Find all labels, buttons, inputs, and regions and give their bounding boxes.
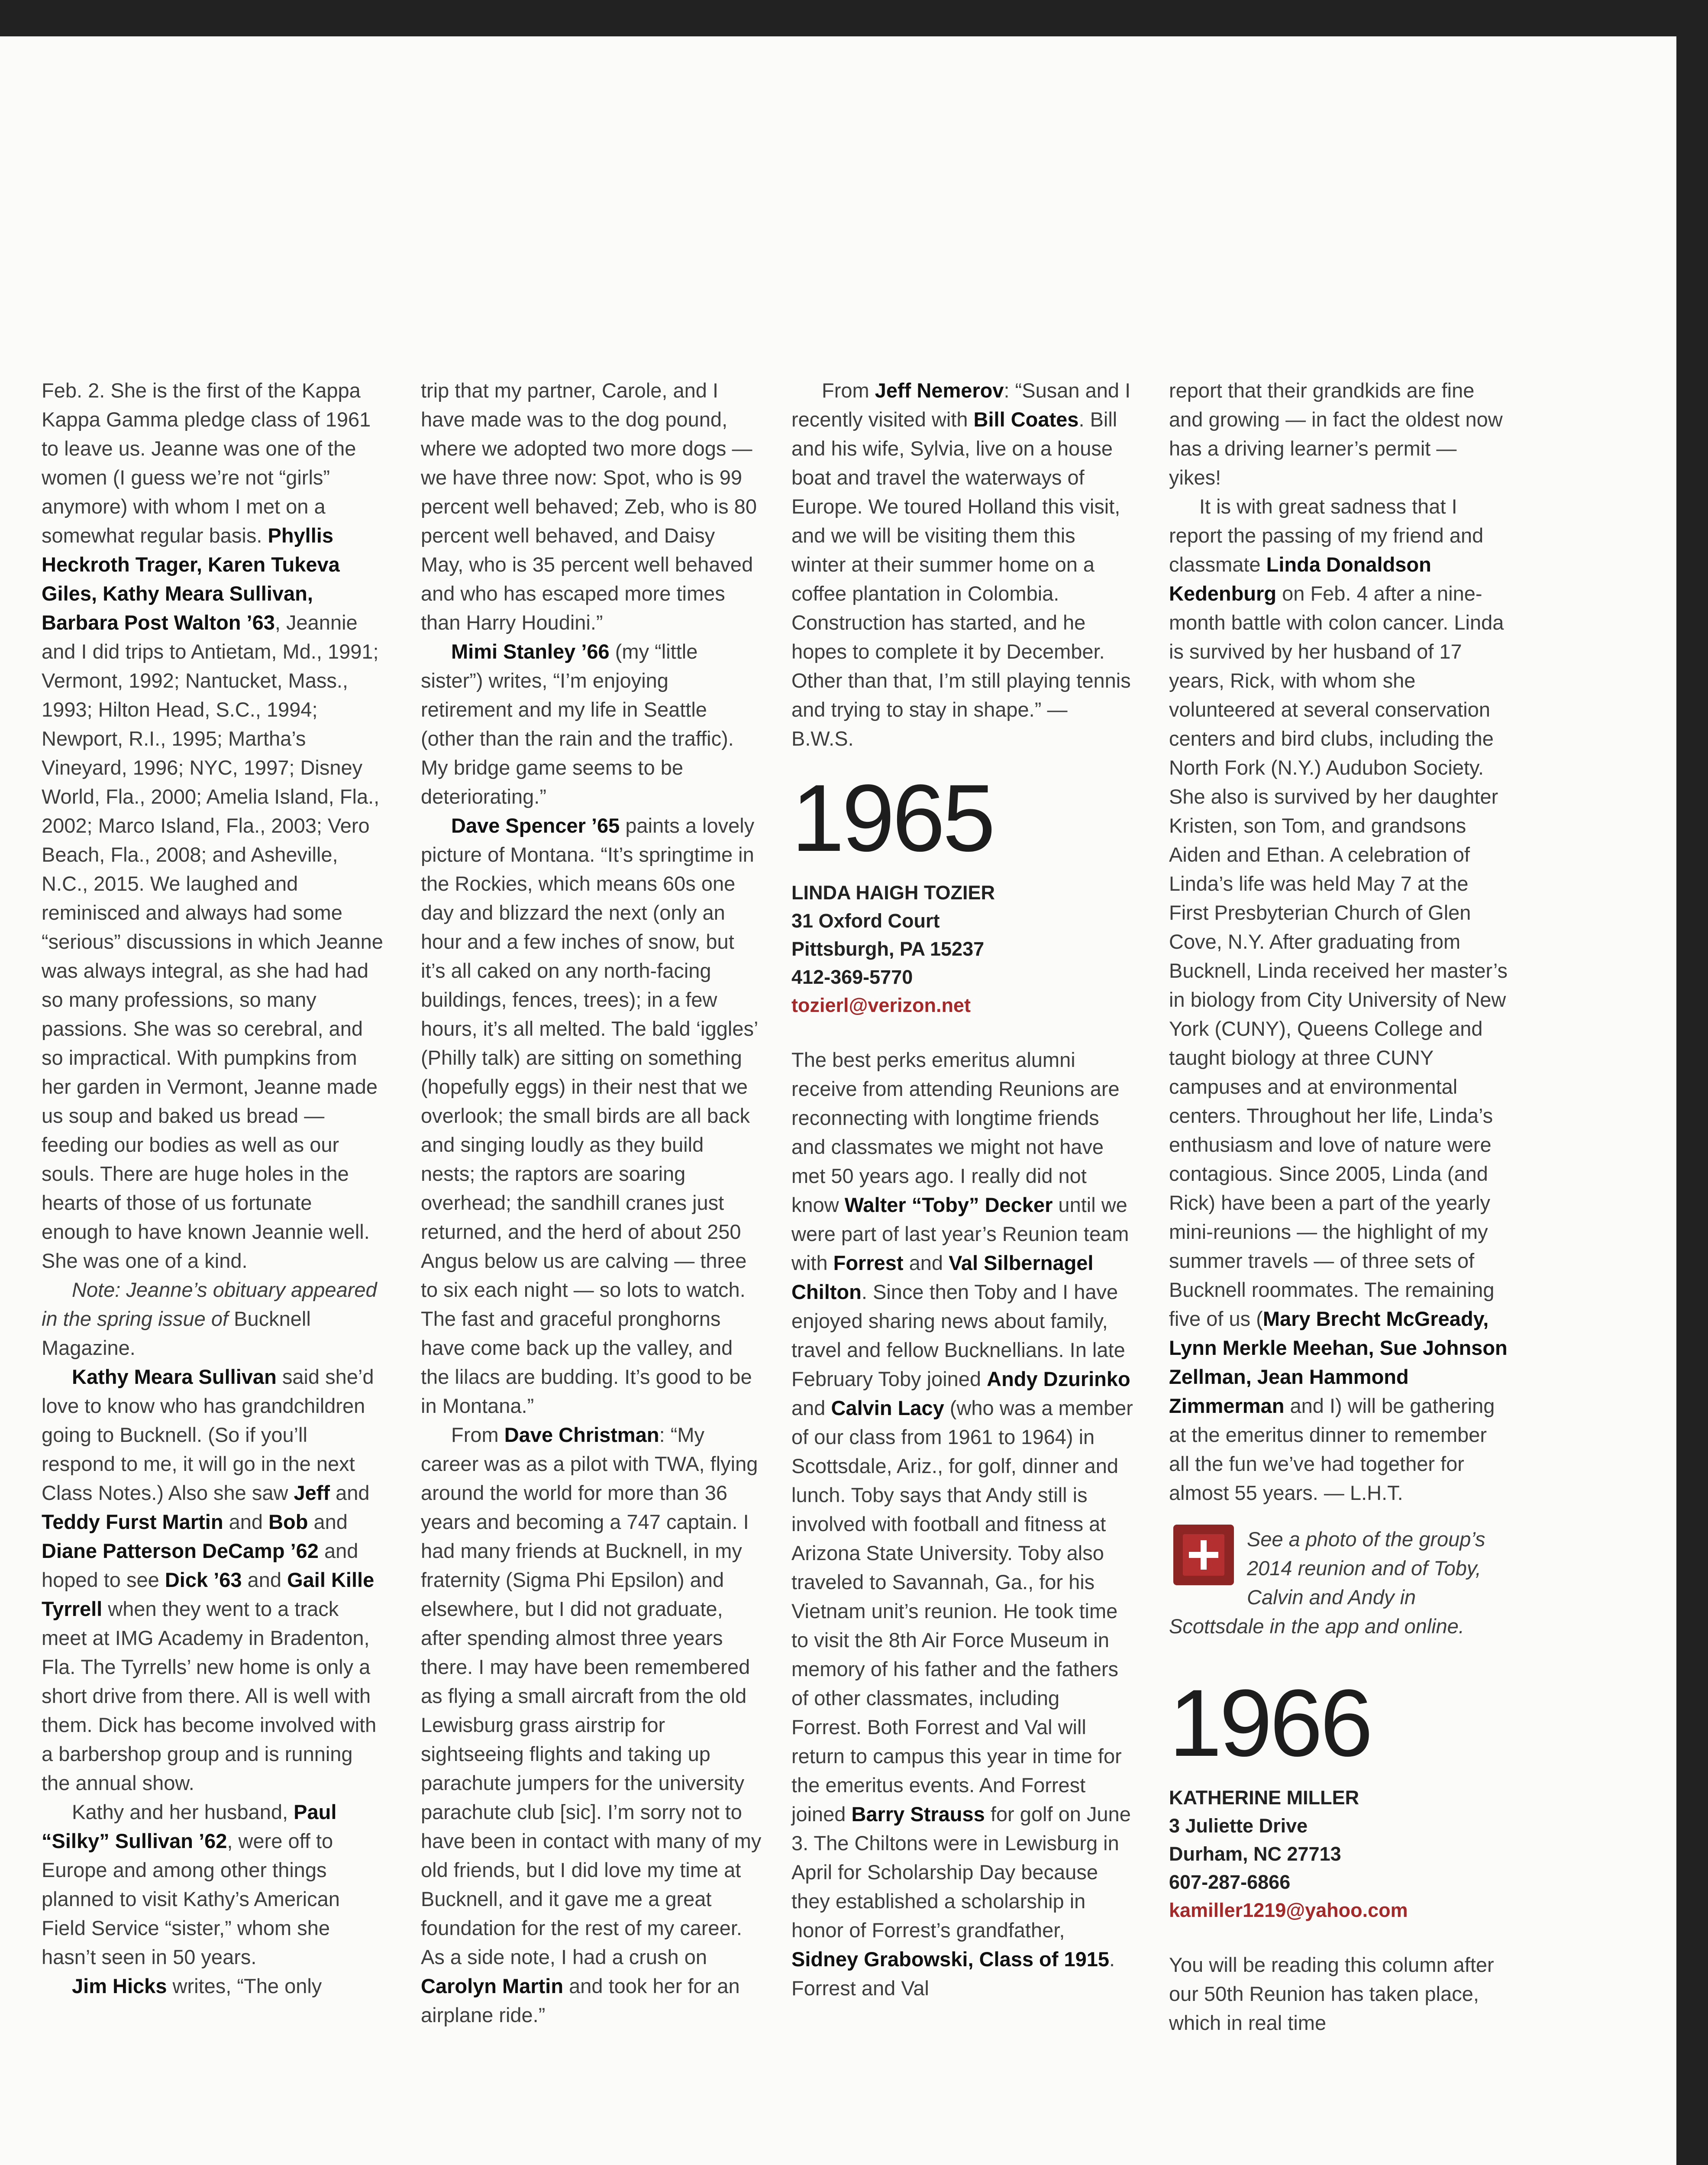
contact-phone: 412-369-5770 — [791, 966, 913, 988]
plus-icon[interactable] — [1173, 1525, 1234, 1585]
paragraph: Dave Spencer ’65 paints a lovely picture of Montana. “It’s springtime in the Rockies, which means 60s one day and blizzard the next (only an hour and a few inches of snow, but it’s all caked on any north-facing buildings, fences, trees); in a few hours, it’s all melted. The bald ‘iggles’ (Philly talk) are sitting on something (hopefully eggs) in their nest that we overlook; the small birds are all back and singing loudly as they build nests; the raptors are soaring overhead; the sandhill cranes just returned, and the herd of about 250 Angus below us are calving — three to six each night — so lots to watch. The fast and graceful pronghorns have come back up the valley, and the lilacs are budding. It’s good to be in Montana.” — [421, 814, 758, 1417]
column-1 — [42, 376, 384, 2000]
class-contact — [791, 879, 1133, 1019]
paragraph: Mimi Stanley ’66 (my “little sister”) writes, “I’m enjoying retirement and my life in Seattle (other than the rain and the traffic). My bridge game seems to be deteriorating.” — [421, 640, 734, 808]
paragraph: From Jeff Nemerov: “Susan and I recently visited with Bill Coates. Bill and his wife, Sylvia, live on a house boat and travel the waterways of Europe. We toured Holland this visit, and we will be visiting them this winter at their summer home on a coffee plantation in Colombia. Construction has started, and he hopes to complete it by December. Other than that, I’m still playing tennis and trying to stay in shape.” — B.W.S. — [791, 379, 1131, 750]
contact-email-link[interactable]: tozierl@verizon.net — [791, 994, 971, 1016]
contact-address: 31 Oxford Court — [791, 910, 940, 932]
class-year-heading: 1966 — [1169, 1670, 1371, 1776]
column-3 — [791, 376, 1133, 2003]
column-4 — [1169, 376, 1511, 2037]
paragraph: It is with great sadness that I report the passing of my friend and classmate Linda Donaldson Kedenburg on Feb. 4 after a nine-month battle with colon cancer. Linda is survived by her husband of 17 years, Rick, with whom she volunteered at several conservation centers and bird clubs, including the North Fork (N.Y.) Audubon Society. She also is survived by her daughter Kristen, son Tom, and grandsons Aiden and Ethan. A celebration of Linda’s life was held May 7 at the First Presbyterian Church of Glen Cove, N.Y. After graduating from Bucknell, Linda received her master’s in biology from City University of New York (CUNY), Queens College and taught biology at three CUNY campuses and at environmental centers. Throughout her life, Linda’s enthusiasm and love of nature were contagious. Since 2005, Linda (and Rick) have been a part of the yearly mini-reunions — the highlight of my summer travels — of three sets of Bucknell roommates. The remaining five of us (Mary Brecht McGready, Lynn Merkle Meehan, Sue Johnson Zellman, Jean Hammond Zimmerman and I) will be gathering at the emeritus dinner to remember all the fun we’ve had together for almost 55 years. — L.H.T. — [1169, 495, 1508, 1504]
paragraph: report that their grandkids are fine and growing — in fact the oldest now has a driving learner’s permit — yikes! — [1169, 379, 1503, 489]
paragraph: Feb. 2. She is the first of the Kappa Kappa Gamma pledge class of 1961 to leave us. Jeanne was one of the women (I guess we’re not “girls” anymore) with whom I met on a somewhat regular basis. Phyllis Heckroth Trager, Karen Tukeva Giles, Kathy Meara Sullivan, Barbara Post Walton ’63, Jeannie and I did trips to Antietam, Md., 1991; Vermont, 1992; Nantucket, Mass., 1993; Hilton Head, S.C., 1994; Newport, R.I., 1995; Martha’s Vineyard, 1996; NYC, 1997; Disney World, Fla., 2000; Amelia Island, Fla., 2002; Marco Island, Fla., 2003; Vero Beach, Fla., 2008; and Asheville, N.C., 2015. We laughed and reminisced and always had some “serious” discussions in which Jeanne was always integral, as she had had so many professions, so many passions. She was so cerebral, and so impractical. With pumpkins from her garden in Vermont, Jeanne made us soup and baked us bread — feeding our bodies as well as our souls. There are huge holes in the hearts of those of us fortunate enough to have known Jeannie well. She was one of a kind. — [42, 379, 383, 1272]
contact-city: Pittsburgh, PA 15237 — [791, 938, 985, 960]
class-year-heading: 1965 — [791, 765, 993, 871]
contact-name: LINDA HAIGH TOZIER — [791, 882, 995, 904]
contact-city: Durham, NC 27713 — [1169, 1843, 1341, 1865]
paragraph: The best perks emeritus alumni receive from attending Reunions are reconnecting with longtime friends and classmates we might not have met 50 years ago. I really did not know Walter “Toby” Decker until we were part of last year’s Reunion team with Forrest and Val Silbernagel Chilton. Since then Toby and I have enjoyed sharing news about family, travel and fellow Bucknellians. In late February Toby joined Andy Dzurinko and Calvin Lacy (who was a member of our class from 1961 to 1964) in Scottsdale, Ariz., for golf, dinner and lunch. Toby says that Andy still is involved with football and fitness at Arizona State University. Toby also traveled to Savannah, Ga., for his Vietnam unit’s reunion. He took time to visit the 8th Air Force Museum in memory of his father and the fathers of other classmates, including Forrest. Both Forrest and Val will return to campus this year in time for the emeritus events. And Forrest joined Barry Strauss for golf on June 3. The Chiltons were in Lewisburg in April for Scholarship Day because they established a scholarship in honor of Forrest’s grandfather, Sidney Grabowski, Class of 1915. Forrest and Val — [791, 1048, 1133, 2000]
photo-callout[interactable] — [1169, 1525, 1511, 1641]
paragraph: trip that my partner, Carole, and I have made was to the dog pound, where we adopted two more dogs — we have three now: Spot, who is 99 percent well behaved; Zeb, who is 80 percent well behaved, and Daisy May, who is 35 percent well behaved and who has escaped more times than Harry Houdini.” — [421, 379, 757, 634]
paragraph: You will be reading this column after our 50th Reunion has taken place, which in real time — [1169, 1953, 1494, 2034]
obituary-note: Note: Jeanne’s obituary appeared in the spring issue of Bucknell Magazine. — [42, 1278, 377, 1359]
contact-email-link[interactable]: kamiller1219@yahoo.com — [1169, 1899, 1408, 1921]
contact-phone: 607-287-6866 — [1169, 1871, 1291, 1893]
photo-note: See a photo of the group’s 2014 reunion and of Toby, Calvin and Andy in Scottsdale in the app and online. — [1169, 1528, 1485, 1638]
paragraph: Kathy Meara Sullivan said she’d love to know who has grandchildren going to Bucknell. (So if you’ll respond to me, it will go in the next Class Notes.) Also she saw Jeff and Teddy Furst Martin and Bob and Diane Patterson DeCamp ’62 and hoped to see Dick ’63 and Gail Kille Tyrrell when they went to a track meet at IMG Academy in Bradenton, Fla. The Tyrrells’ new home is only a short drive from there. All is well with them. Dick has become involved with a barbershop group and is running the annual show. — [42, 1365, 377, 1794]
contact-address: 3 Juliette Drive — [1169, 1815, 1308, 1837]
contact-name: KATHERINE MILLER — [1169, 1787, 1359, 1809]
paragraph: Kathy and her husband, Paul “Silky” Sullivan ’62, were off to Europe and among other things planned to visit Kathy’s American Field Service “sister,” whom she hasn’t seen in 50 years. — [42, 1800, 340, 1968]
paragraph: From Dave Christman: “My career was as a pilot with TWA, flying around the world for more than 36 years and becoming a 747 captain. I had many friends at Bucknell, in my fraternity (Sigma Phi Epsilon) and elsewhere, but I did not graduate, after spending almost three years there. I may have been remembered as flying a small aircraft from the old Lewisburg grass airstrip for sightseeing flights and taking up parachute jumpers for the university parachute club [sic]. I’m sorry not to have been in contact with many of my old friends, but I did love my time at Bucknell, and it gave me a great foundation for the rest of my career. As a side note, I had a crush on Carolyn Martin and took her for an airplane ride.” — [421, 1423, 762, 2026]
paragraph: Jim Hicks writes, “The only — [72, 1974, 322, 1997]
column-2 — [421, 376, 763, 2029]
class-contact — [1169, 1784, 1511, 1924]
